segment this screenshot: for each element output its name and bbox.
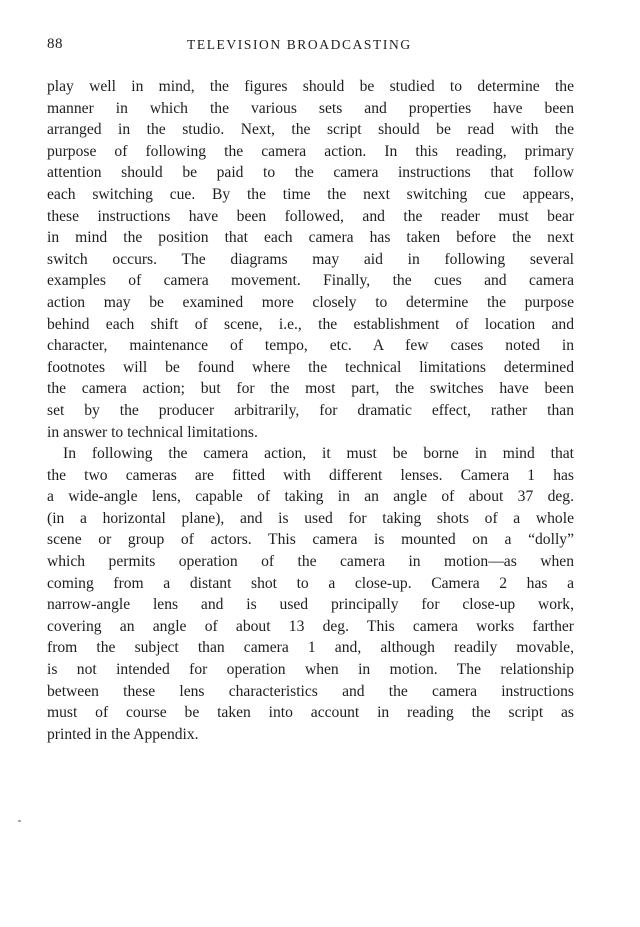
text-line: character, maintenance of tempo, etc. A few cases noted in [47,337,574,355]
paper-speck [18,820,21,822]
running-head [47,36,574,60]
text-line: switch occurs. The diagrams may aid in following several [47,250,574,268]
text-line: must of course be taken into account in reading the script as [47,704,574,722]
text-line: action may be examined more closely to determine the purpose [47,293,574,311]
text-line: covering an angle of about 13 deg. This camera works farther [47,617,574,635]
text-line: is not intended for operation when in motion. The relationship [47,661,574,679]
text-line: coming from a distant shot to a close-up. Camera 2 has a [47,574,574,592]
text-line: arranged in the studio. Next, the script should be read with the [47,121,574,139]
text-line: (in a horizontal plane), and is used for taking shots of a whole [47,509,574,527]
text-line: play well in mind, the figures should be studied to determine the [47,78,574,95]
text-line: the two cameras are fitted with different lenses. Camera 1 has [47,466,574,484]
text-line: the camera action; but for the most part, the switches have been [47,380,574,398]
running-title: TELEVISION BROADCASTING [187,37,412,52]
text-line: a wide-angle lens, capable of taking in an angle of about 37 deg. [47,488,574,506]
text-line: set by the producer arbitrarily, for dramatic effect, rather than [47,401,574,419]
text-line: these instructions have been followed, and the reader must bear [47,207,574,225]
text-line: from the subject than camera 1 and, although readily movable, [47,639,574,657]
paragraph-1 [47,76,574,443]
body-text [47,76,574,745]
text-line: narrow-angle lens and is used principally for close-up work, [47,596,574,614]
text-line: scene or group of actors. This camera is mounted on a “dolly” [47,531,574,549]
text-line: In following the camera action, it must be borne in mind that [63,445,574,463]
text-line: in answer to technical limitations. [47,423,258,441]
text-line: attention should be paid to the camera instructions that follow [47,164,574,182]
text-line: between these lens characteristics and the camera instructions [47,682,574,700]
page-number: 88 [47,36,63,52]
text-line: purpose of following the camera action. In this reading, primary [47,142,574,160]
paragraph-2 [47,443,574,745]
text-line: examples of camera movement. Finally, the cues and camera [47,272,574,290]
text-line: each switching cue. By the time the next switching cue appears, [47,185,574,203]
text-line: in mind the position that each camera has taken before the next [47,229,574,247]
text-line: footnotes will be found where the technical limitations determined [47,358,574,376]
text-line: behind each shift of scene, i.e., the establishment of location and [47,315,574,333]
text-line: printed in the Appendix. [47,725,199,743]
text-line: manner in which the various sets and properties have been [47,99,574,117]
text-line: which permits operation of the camera in motion—as when [47,553,574,571]
